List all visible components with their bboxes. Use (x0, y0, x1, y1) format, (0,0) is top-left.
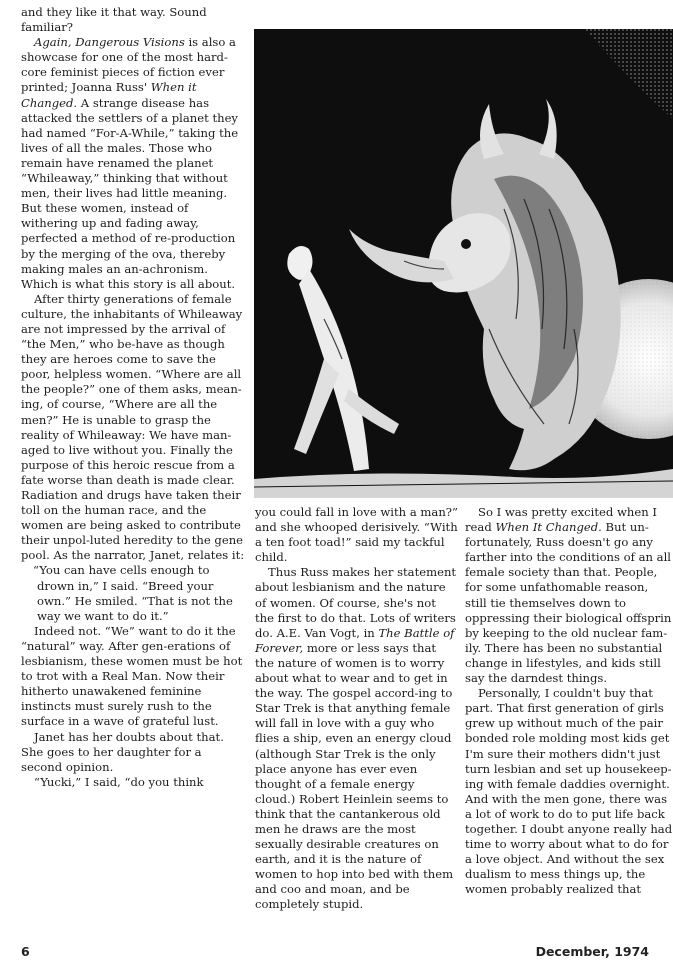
monster-drawing-icon (254, 29, 673, 498)
paragraph: Indeed not. “We” want to do it the “natural” way. After gen-erations of lesbianism, these women must be hot to trot with a Real Man. Now their hitherto unawakened feminine instincts must surely rush to the surface in a wave of grateful lust. (21, 623, 243, 729)
block-quote: “You can have cells enough to drown in,” I said. “Breed your own.” He smiled. “That is not the way we want to do it.” (33, 563, 233, 623)
monster-illustration (254, 29, 673, 498)
paragraph: Personally, I couldn't buy that part. That first generation of girls grew up without much of the pair bonded role molding most kids get I'm sure their mothers didn't just turn lesbian and set up housekeep-ing with female daddies overnight. And with the men gone, there was a lot of work to do to put life back together. I doubt anyone really had time to worry about what to do for a love object. And without the sex dualism to mess things up, the women probably realized that (465, 686, 673, 897)
article-column-2 (255, 505, 458, 913)
paragraph: After thirty generations of female culture, the inhabitants of Whileaway are not impressed by the arrival of “the Men,” who be-have as though they are heroes come to save the poor, helpless women. “Where are all the people?” one of them asks, mean-ing, of course, “Where are all the men?” He is unable to grasp the reality of Whileaway: We have man-aged to live without you. Finally the purpose of this heroic rescue from a fate worse than death is made clear. Radiation and drugs have taken their toll on the human race, and the women are being asked to contribute their unpol-luted heredity to the gene pool. As the narrator, Janet, relates it: (21, 291, 245, 563)
page-number: 6 (21, 944, 30, 959)
paragraph: you could fall in love with a man?” and she whooped derisively. “With a ten foot toad!” said my tackful child. (255, 505, 458, 565)
paragraph: and they like it that way. Sound familiar? (21, 5, 207, 35)
paragraph: So I was pretty excited when I read When It Changed. But un-fortunately, Russ doesn't go any farther into the conditions of an all female society than that. People, for some unfathomable reason, still tie themselves down to oppressing their biological offsprin by keeping to the old nuclear fam-ily. There has been no substantial change in lifestyles, and kids still say the darndest things. (465, 505, 672, 686)
paragraph: Thus Russ makes her statement about lesbianism and the nature of women. Of course, she's not the first to do that. Lots of writers do. A.E. Van Vogt, in The Battle of Forever, more or less says that the nature of women is to worry about what to wear and to get in the way. The gospel accord-ing to Star Trek is that anything female will fall in love with a guy who flies a ship, even an energy cloud (although Star Trek is the only place anyone has ever even thought of a female energy cloud.) Robert Heinlein seems to think that the cantankerous old men he draws are the most sexually desirable creatures on earth, and it is the nature of women to hop into bed with them and coo and moan, and be completely stupid. (255, 565, 457, 912)
paragraph: Again, Dangerous Visions is also a showcase for one of the most hard-core feminist pieces of fiction ever printed; Joanna Russ' When it Changed. A strange disease has attacked the settlers of a planet they had named “For-A-While,” taking the lives of all the males. Those who remain have renamed the planet “Whileaway,” thinking that without men, their lives had little meaning. But these women, instead of withering up and fading away, perfected a method of re-production by the merging of the ova, thereby making males an an-achronism. Which is what this story is all about. (21, 35, 239, 291)
paragraph: “Yucki,” I said, “do you think (34, 774, 204, 789)
article-column-3 (465, 505, 673, 897)
article-column-1 (21, 5, 246, 790)
paragraph: Janet has her doubts about that. She goes to her daughter for a second opinion. (21, 729, 224, 774)
issue-date: December, 1974 (535, 944, 649, 959)
